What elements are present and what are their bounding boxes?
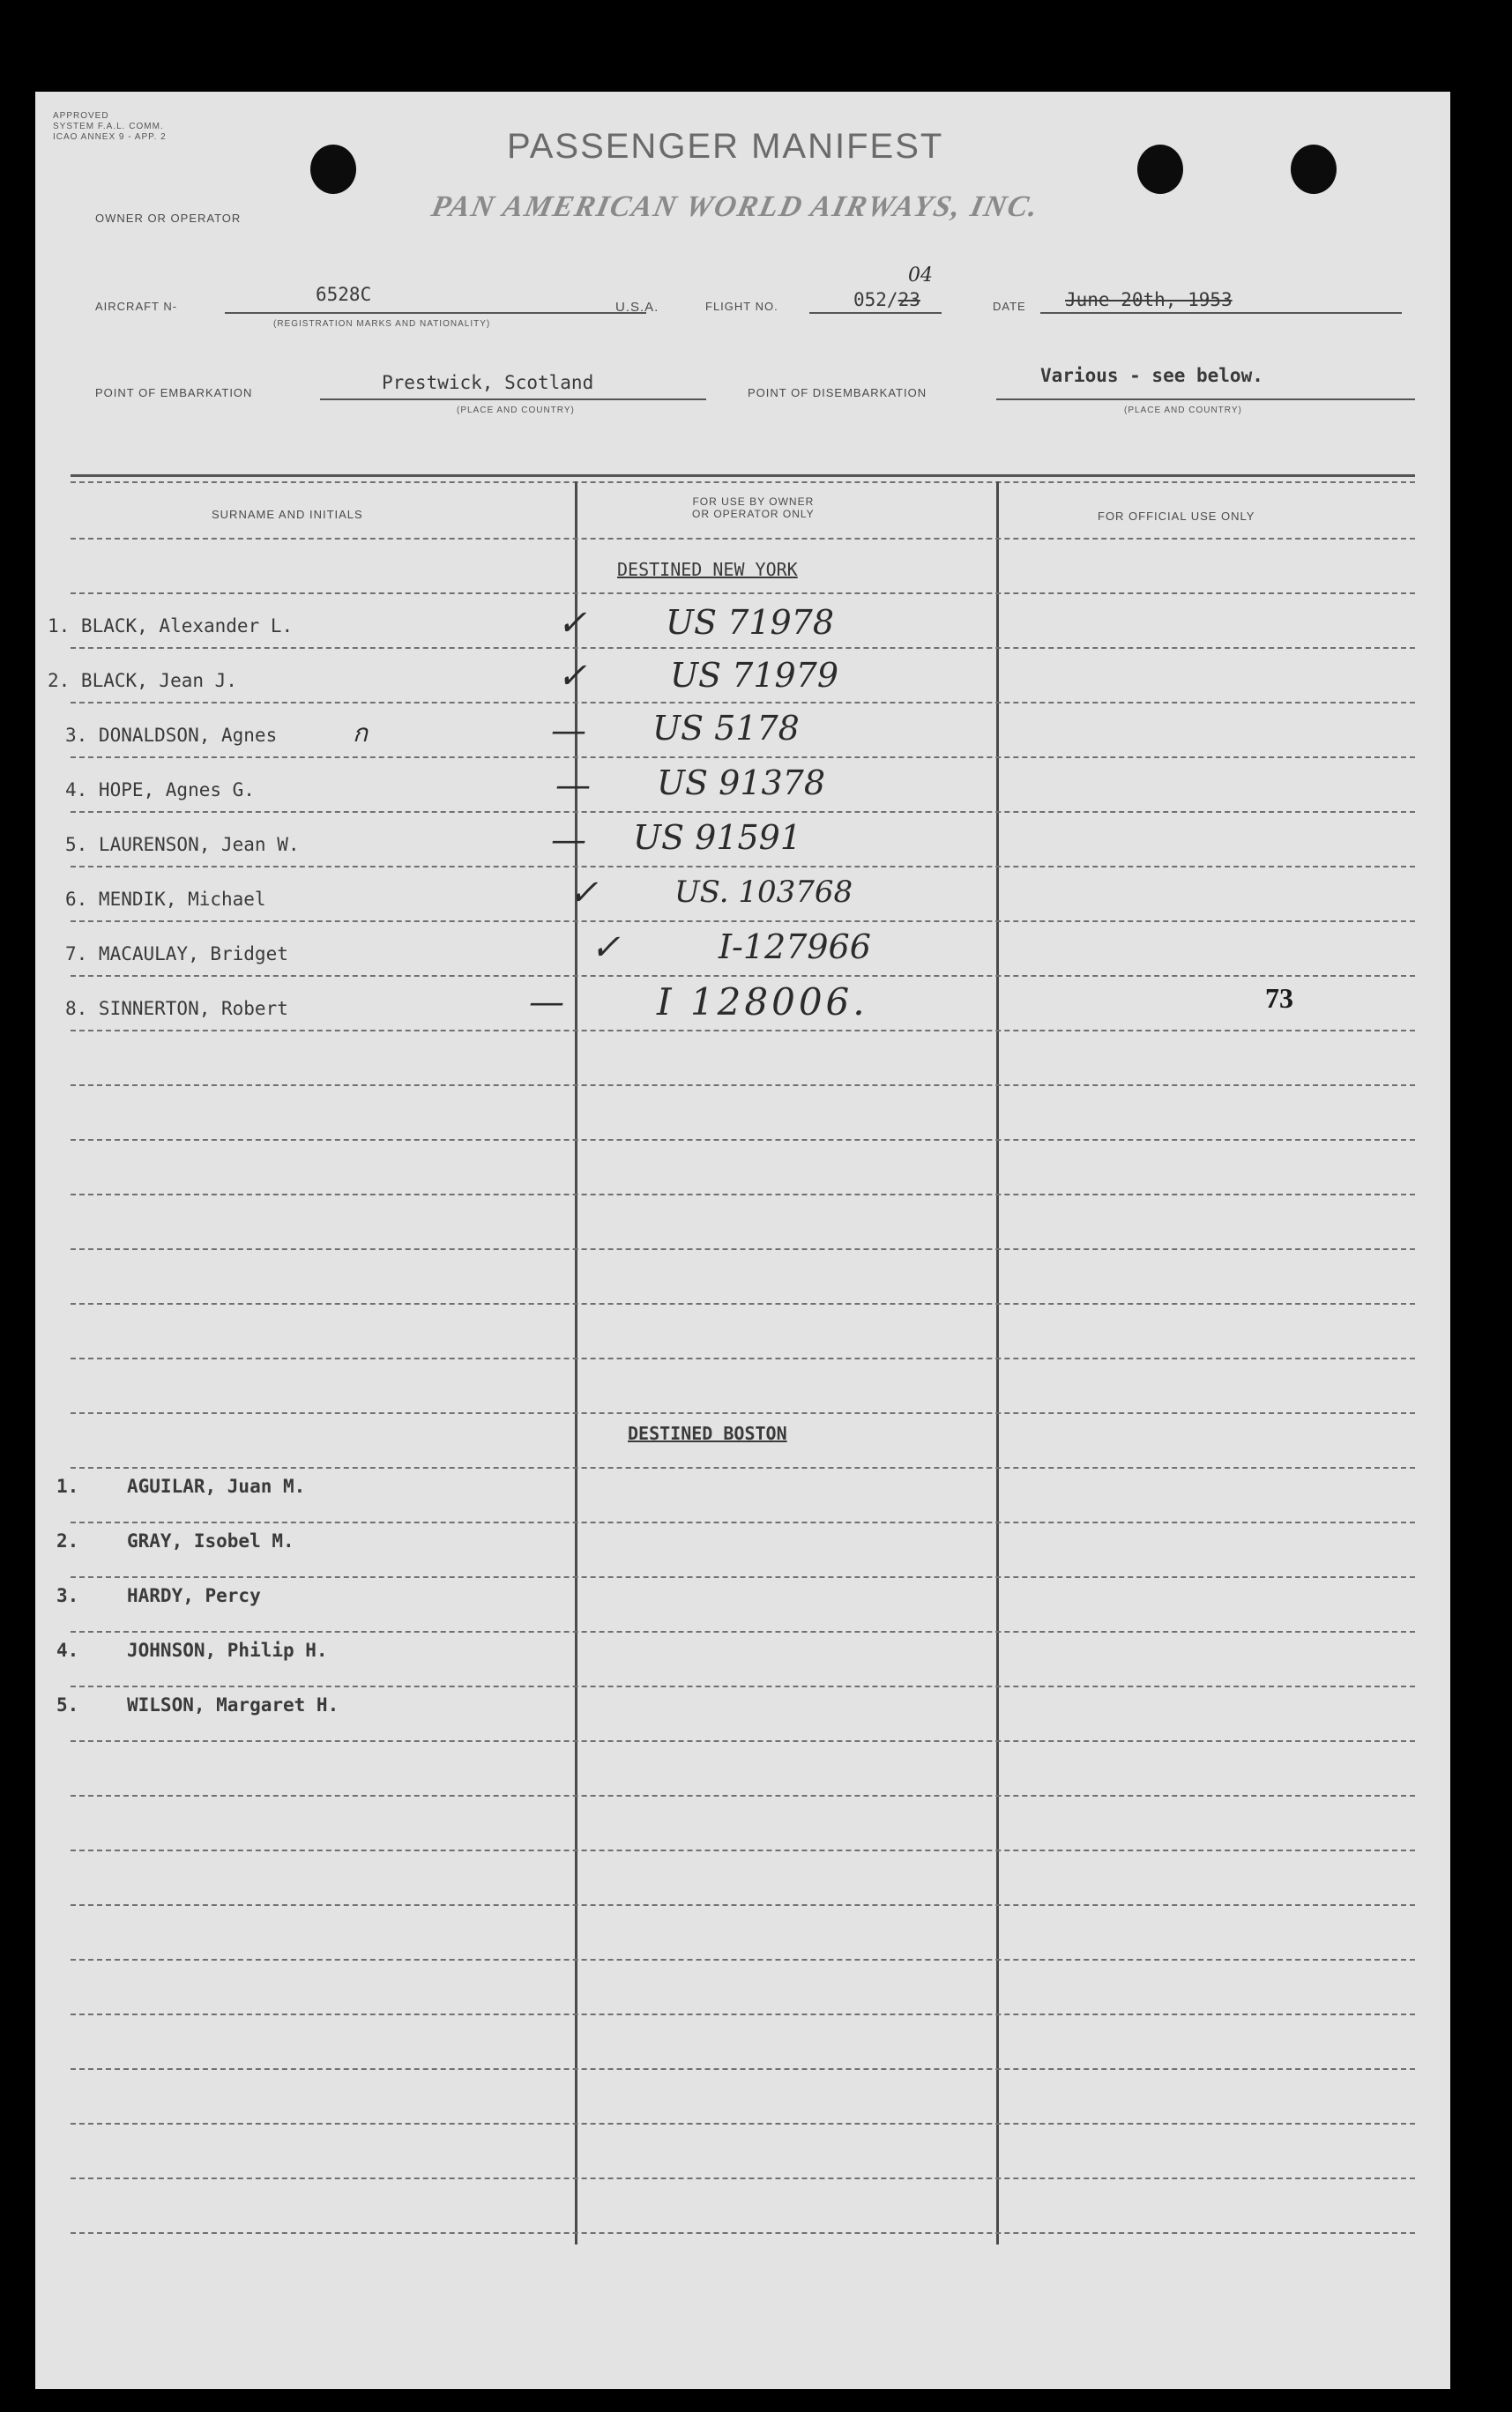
manifest-sheet <box>35 92 1450 2389</box>
approval-line: SYSTEM F.A.L. COMM. <box>53 122 164 131</box>
aircraft-underline <box>225 312 646 314</box>
manifest-title: PASSENGER MANIFEST <box>507 127 944 166</box>
check-mark: ✓ <box>591 927 621 968</box>
ruled-line <box>71 2068 1415 2070</box>
check-mark: ✓ <box>557 656 587 696</box>
flight-correction: 04 <box>908 264 933 287</box>
ruled-line <box>71 592 1415 594</box>
punch-hole <box>1137 145 1183 194</box>
dash-mark: — <box>529 982 564 1023</box>
date-value: June 20th, 1953 <box>1065 289 1233 310</box>
passenger-name: HARDY, Percy <box>127 1585 261 1606</box>
passenger-number: 3. <box>56 1585 79 1606</box>
ruled-line <box>71 647 1415 649</box>
approval-line: APPROVED <box>53 111 109 121</box>
passenger-code: I 128006. <box>657 980 868 1024</box>
handwritten-mark: ก <box>353 718 368 748</box>
column-header-names: SURNAME AND INITIALS <box>212 508 363 521</box>
passenger-name: 5. LAURENSON, Jean W. <box>65 834 300 855</box>
passenger-name: 6. MENDIK, Michael <box>65 889 266 910</box>
flight-underline <box>809 312 942 314</box>
ruled-line <box>71 2232 1415 2234</box>
ruled-line <box>71 1576 1415 1578</box>
column-header-official: FOR OFFICIAL USE ONLY <box>1098 510 1255 523</box>
section-heading-boston: DESTINED BOSTON <box>628 1423 787 1444</box>
passenger-code: US 5178 <box>652 709 800 748</box>
passenger-name: JOHNSON, Philip H. <box>127 1640 328 1661</box>
ruled-line <box>71 1030 1415 1031</box>
column-header-owner <box>692 495 815 520</box>
ruled-line <box>71 1194 1415 1195</box>
disembarkation-value: Various - see below. <box>1040 365 1263 386</box>
owner-operator-label: OWNER OR OPERATOR <box>95 212 242 225</box>
ruled-line <box>71 866 1415 867</box>
ruled-line <box>71 1740 1415 1742</box>
dash-mark: — <box>551 820 586 860</box>
column-divider <box>996 481 999 2244</box>
check-mark: ✓ <box>557 603 587 644</box>
ruled-line <box>71 2123 1415 2125</box>
ruled-line <box>71 1904 1415 1906</box>
usa-label: U.S.A. <box>615 300 659 315</box>
passenger-name: 3. DONALDSON, Agnes <box>65 725 278 746</box>
ruled-line <box>71 1522 1415 1523</box>
passenger-name: 1. BLACK, Alexander L. <box>48 615 294 636</box>
ruled-line <box>71 1467 1415 1469</box>
disembarkation-caption: (PLACE AND COUNTRY) <box>1124 406 1242 415</box>
flight-number: 052/ <box>853 289 898 310</box>
passenger-name: WILSON, Margaret H. <box>127 1694 339 1716</box>
flight-value <box>853 289 920 310</box>
passenger-code: I-127966 <box>719 927 871 966</box>
ruled-line <box>71 1139 1415 1141</box>
dash-mark: — <box>555 765 591 806</box>
flight-struck: 23 <box>898 289 920 310</box>
approval-line: ICAO ANNEX 9 - APP. 2 <box>53 132 167 142</box>
owner-use-line: FOR USE BY OWNER <box>692 495 815 508</box>
passenger-code: US 71979 <box>670 656 839 695</box>
ruled-line <box>71 702 1415 704</box>
date-label: DATE <box>993 300 1026 313</box>
aircraft-label: AIRCRAFT N- <box>95 300 178 313</box>
owner-use-line: OR OPERATOR ONLY <box>692 508 815 520</box>
check-mark: ✓ <box>569 873 599 913</box>
registration-caption: (REGISTRATION MARKS AND NATIONALITY) <box>273 319 491 329</box>
header-bottom-rule <box>71 538 1415 540</box>
ruled-line <box>71 811 1415 813</box>
passenger-number: 4. <box>56 1640 79 1661</box>
ruled-line <box>71 756 1415 758</box>
passenger-code: US 71978 <box>666 603 835 642</box>
passenger-code: US 91591 <box>633 818 802 857</box>
disembarkation-label: POINT OF DISEMBARKATION <box>748 386 927 399</box>
approval-note <box>53 111 167 143</box>
ruled-line <box>71 1850 1415 1851</box>
punch-hole <box>310 145 356 194</box>
passenger-number: 1. <box>56 1476 79 1497</box>
punch-hole <box>1291 145 1337 194</box>
ruled-line <box>71 2014 1415 2015</box>
ruled-line <box>71 1686 1415 1687</box>
embarkation-underline <box>320 398 706 400</box>
ruled-line <box>71 1248 1415 1250</box>
section-heading-ny: DESTINED NEW YORK <box>617 559 798 580</box>
date-underline <box>1040 312 1402 314</box>
ruled-line <box>71 975 1415 977</box>
ruled-line <box>71 920 1415 922</box>
ruled-line <box>71 1084 1415 1086</box>
passenger-name: 4. HOPE, Agnes G. <box>65 779 255 800</box>
company-name: PAN AMERICAN WORLD AIRWAYS, INC. <box>428 190 1043 223</box>
passenger-name: GRAY, Isobel M. <box>127 1530 294 1552</box>
ruled-line <box>71 2178 1415 2179</box>
passenger-number: 5. <box>56 1694 79 1716</box>
passenger-code: US. 103768 <box>674 875 853 910</box>
ruled-line <box>71 1795 1415 1797</box>
passenger-name: 8. SINNERTON, Robert <box>65 998 288 1019</box>
passenger-name: AGUILAR, Juan M. <box>127 1476 306 1497</box>
passenger-name: 7. MACAULAY, Bridget <box>65 943 288 964</box>
ruled-line <box>71 1959 1415 1961</box>
passenger-code: US 91378 <box>657 763 826 802</box>
embarkation-value: Prestwick, Scotland <box>382 372 594 393</box>
passenger-number: 2. <box>56 1530 79 1552</box>
official-number: 73 <box>1265 982 1293 1014</box>
table-top-rule <box>71 481 1415 483</box>
dash-mark: — <box>551 711 586 751</box>
ruled-line <box>71 1412 1415 1414</box>
ruled-line <box>71 1358 1415 1359</box>
embarkation-caption: (PLACE AND COUNTRY) <box>457 406 575 415</box>
table-top-rule <box>71 474 1415 477</box>
flight-label: FLIGHT NO. <box>705 300 778 313</box>
disembarkation-underline <box>996 398 1415 400</box>
passenger-name: 2. BLACK, Jean J. <box>48 670 237 691</box>
ruled-line <box>71 1303 1415 1305</box>
ruled-line <box>71 1631 1415 1633</box>
embarkation-label: POINT OF EMBARKATION <box>95 386 253 399</box>
aircraft-value: 6528C <box>316 284 372 305</box>
